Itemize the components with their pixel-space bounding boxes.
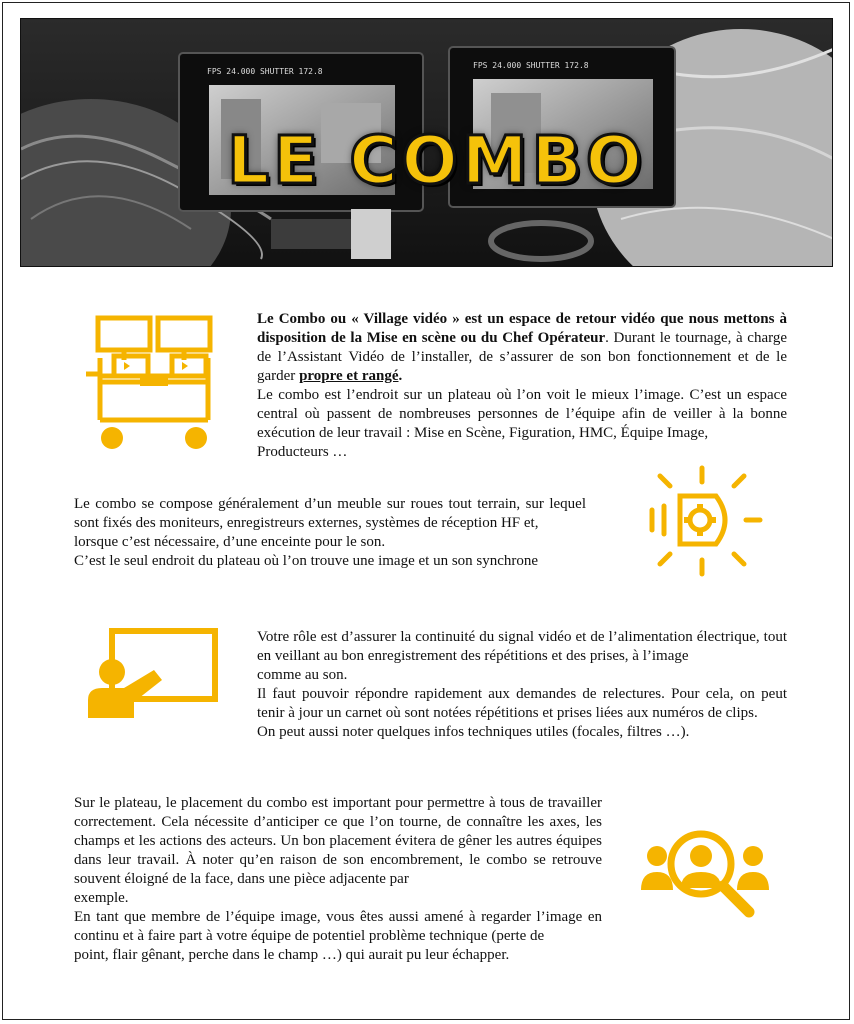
intro-paragraph-2-end: Producteurs … [257,444,348,460]
monitor-readout-left: FPS 24.000 SHUTTER 172.8 [207,67,323,76]
placement-paragraph-end: exemple. [74,890,129,906]
placement-paragraph-2: En tant que membre de l’équipe image, vous êtes aussi amené à regarder l’image en continu et à faire part à votre équipe de potentiel problème technique (perte de [74,909,602,944]
placement-paragraph-2-end: point, flair gênant, perche dans le champ …) qui aurait pu leur échapper. [74,947,510,963]
intro-underline: propre et rangé [299,368,399,384]
section-role [257,628,787,742]
video-cart-icon [84,312,224,454]
composition-paragraph: Le combo se compose généralement d’un meuble sur roues tout terrain, sur lequel sont fixés des moniteurs, enregistreurs externes, systèmes de réception HF et, [74,496,586,531]
intro-text: . Durant le tournage, à charge de l’Assistant Vidéo de l’installer, de s’assurer de son bon fonctionnement et de le garder [257,330,787,384]
section-composition [74,495,586,571]
header-banner [20,18,833,267]
monitor-readout-right: FPS 24.000 SHUTTER 172.8 [473,61,589,70]
intro-paragraph [257,310,787,386]
section-intro [257,310,787,462]
composition-paragraph-2: C’est le seul endroit du plateau où l’on trouve une image et un son synchrone [74,553,539,569]
placement-paragraph: Sur le plateau, le placement du combo est important pour permettre à tous de travailler correctement. Cela nécessite d’anticiper ce que l’on tourne, de connaître les axes, les champs et les actions des acteurs. Un bon placement évitera de gêner les autres équipes dans leur travail. À noter qu’en raison de son encombrement, le combo se retrouve souvent éloigné de la face, dans une pièce adjacente par [74,795,602,887]
role-paragraph-end: comme au son. [257,667,348,683]
presentation-board-icon [84,626,220,722]
intro-paragraph-2: Le combo est l’endroit sur un plateau où l’on voit le mieux l’image. C’est un espace central où passent de nombreuses personnes de l’équipe afin de veiller à la bonne exécution de leur travail : Mise en Scène, Figuration, HMC, Équipe Image, [257,387,787,441]
intro-end: . [398,368,403,384]
gear-lightbulb-icon [636,462,764,580]
role-paragraph-2-end: On peut aussi noter quelques infos techniques utiles (focales, filtres …). [257,724,690,740]
page-title: LE COMBO [227,122,646,199]
team-search-icon [641,826,769,922]
composition-paragraph-end: lorsque c’est nécessaire, d’une enceinte pour le son. [74,534,386,550]
role-paragraph-2: Il faut pouvoir répondre rapidement aux demandes de relectures. Pour cela, on peut tenir à jour un carnet où sont notées répétitions et prises liées aux numéros de clips. [257,686,787,721]
role-paragraph: Votre rôle est d’assurer la continuité du signal vidéo et de l’alimentation électrique, tout en veillant au bon enregistrement des répétitions et des prises, à l’image [257,629,787,664]
intro-bold: Le Combo ou « Village vidéo » est un espace de retour vidéo que nous mettons à disposition de la Mise en scène ou du Chef Opérateur [257,311,787,346]
section-placement [74,794,602,965]
